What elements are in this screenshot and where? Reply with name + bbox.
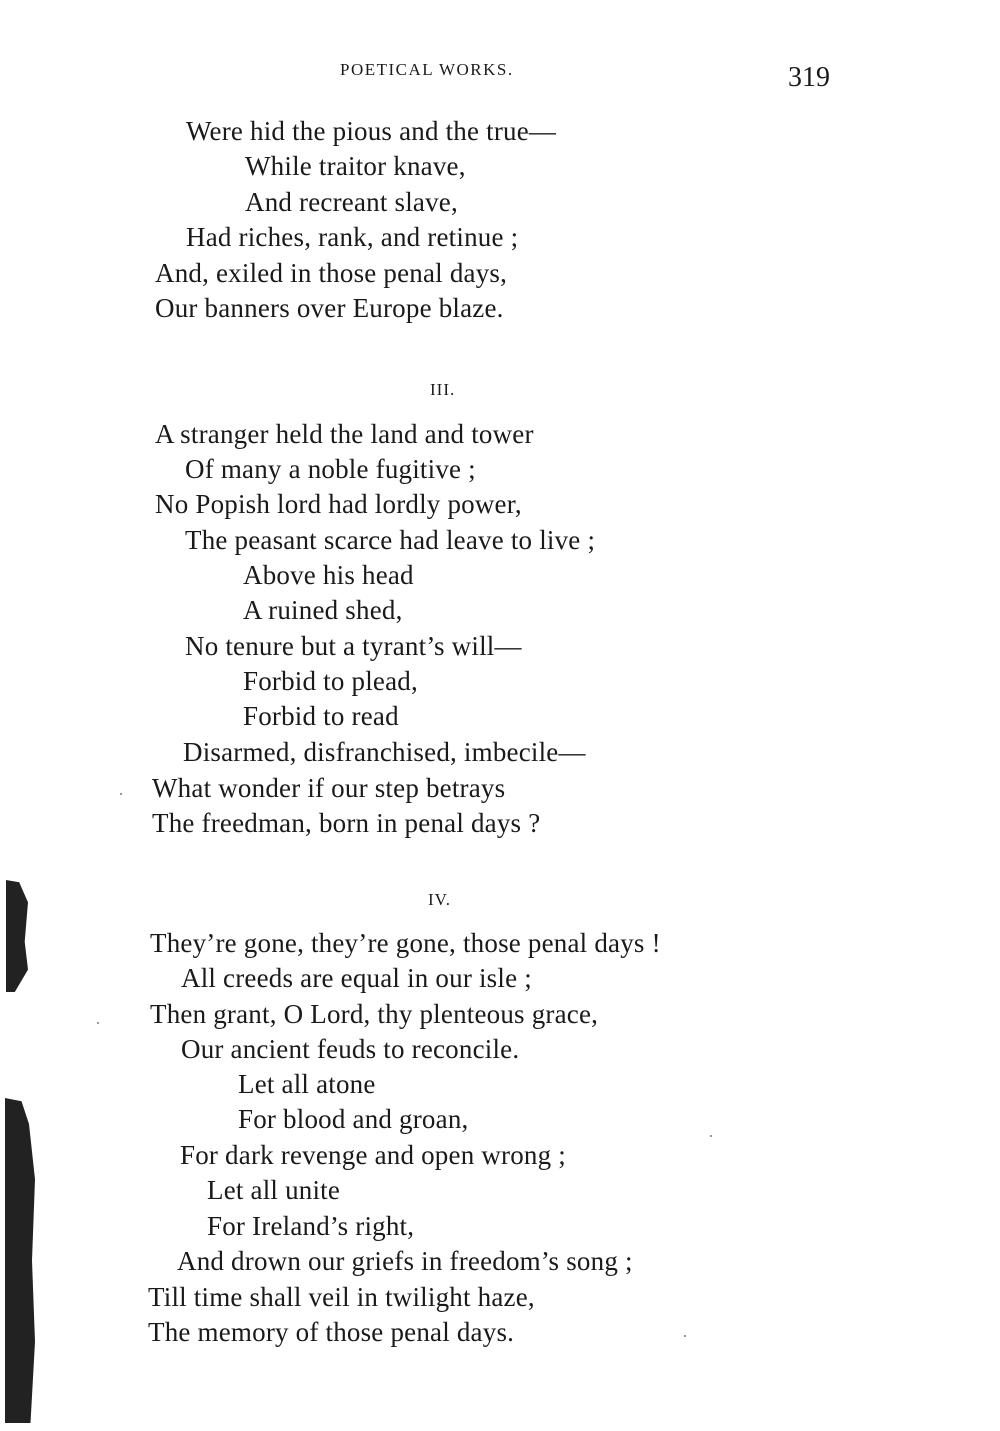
running-head: POETICAL WORKS. bbox=[340, 60, 514, 79]
verse-line: Then grant, O Lord, thy plenteous grace, bbox=[150, 999, 599, 1029]
verse-line: All creeds are equal in our isle ; bbox=[181, 963, 532, 993]
verse-line: Our ancient feuds to reconcile. bbox=[181, 1034, 520, 1064]
scan-speck bbox=[97, 1022, 99, 1024]
verse-line: While traitor knave, bbox=[245, 151, 466, 181]
scan-speck bbox=[710, 1135, 712, 1137]
verse-line: And recreant slave, bbox=[245, 187, 458, 217]
verse-line: A ruined shed, bbox=[243, 595, 403, 625]
verse-line: Forbid to plead, bbox=[243, 666, 418, 696]
verse-line: The memory of those penal days. bbox=[148, 1317, 515, 1347]
verse-line: For Ireland’s right, bbox=[207, 1211, 415, 1241]
verse-line: No Popish lord had lordly power, bbox=[155, 489, 522, 519]
verse-line: A stranger held the land and tower bbox=[155, 419, 534, 449]
verse-line: What wonder if our step betrays bbox=[152, 773, 506, 803]
verse-line: The freedman, born in penal days ? bbox=[152, 808, 541, 838]
scan-speck bbox=[120, 793, 122, 795]
verse-line: They’re gone, they’re gone, those penal days ! bbox=[150, 928, 661, 958]
verse-line: Above his head bbox=[243, 560, 414, 590]
binding-shadow-upper bbox=[6, 880, 28, 992]
verse-line: Disarmed, disfranchised, imbecile— bbox=[183, 737, 586, 767]
verse-line: And, exiled in those penal days, bbox=[155, 258, 508, 288]
verse-line: The peasant scarce had leave to live ; bbox=[185, 525, 596, 555]
page-number: 319 bbox=[788, 62, 830, 93]
verse-line: Till time shall veil in twilight haze, bbox=[148, 1282, 535, 1312]
verse-line: Had riches, rank, and retinue ; bbox=[186, 222, 519, 252]
verse-line: Let all unite bbox=[207, 1175, 341, 1205]
scan-speck bbox=[684, 1335, 686, 1337]
verse-line: Of many a noble fugitive ; bbox=[185, 454, 476, 484]
verse-line: Our banners over Europe blaze. bbox=[155, 293, 504, 323]
stanza-numeral: IV. bbox=[428, 890, 451, 909]
verse-line: Forbid to read bbox=[243, 701, 399, 731]
verse-line: And drown our griefs in freedom’s song ; bbox=[177, 1246, 633, 1276]
stanza-numeral: III. bbox=[430, 380, 456, 399]
verse-line: Were hid the pious and the true— bbox=[186, 116, 557, 146]
binding-shadow-lower bbox=[5, 1098, 35, 1423]
verse-line: Let all atone bbox=[238, 1069, 376, 1099]
verse-line: For dark revenge and open wrong ; bbox=[180, 1140, 566, 1170]
verse-line: For blood and groan, bbox=[238, 1104, 469, 1134]
verse-line: No tenure but a tyrant’s will— bbox=[185, 631, 522, 661]
